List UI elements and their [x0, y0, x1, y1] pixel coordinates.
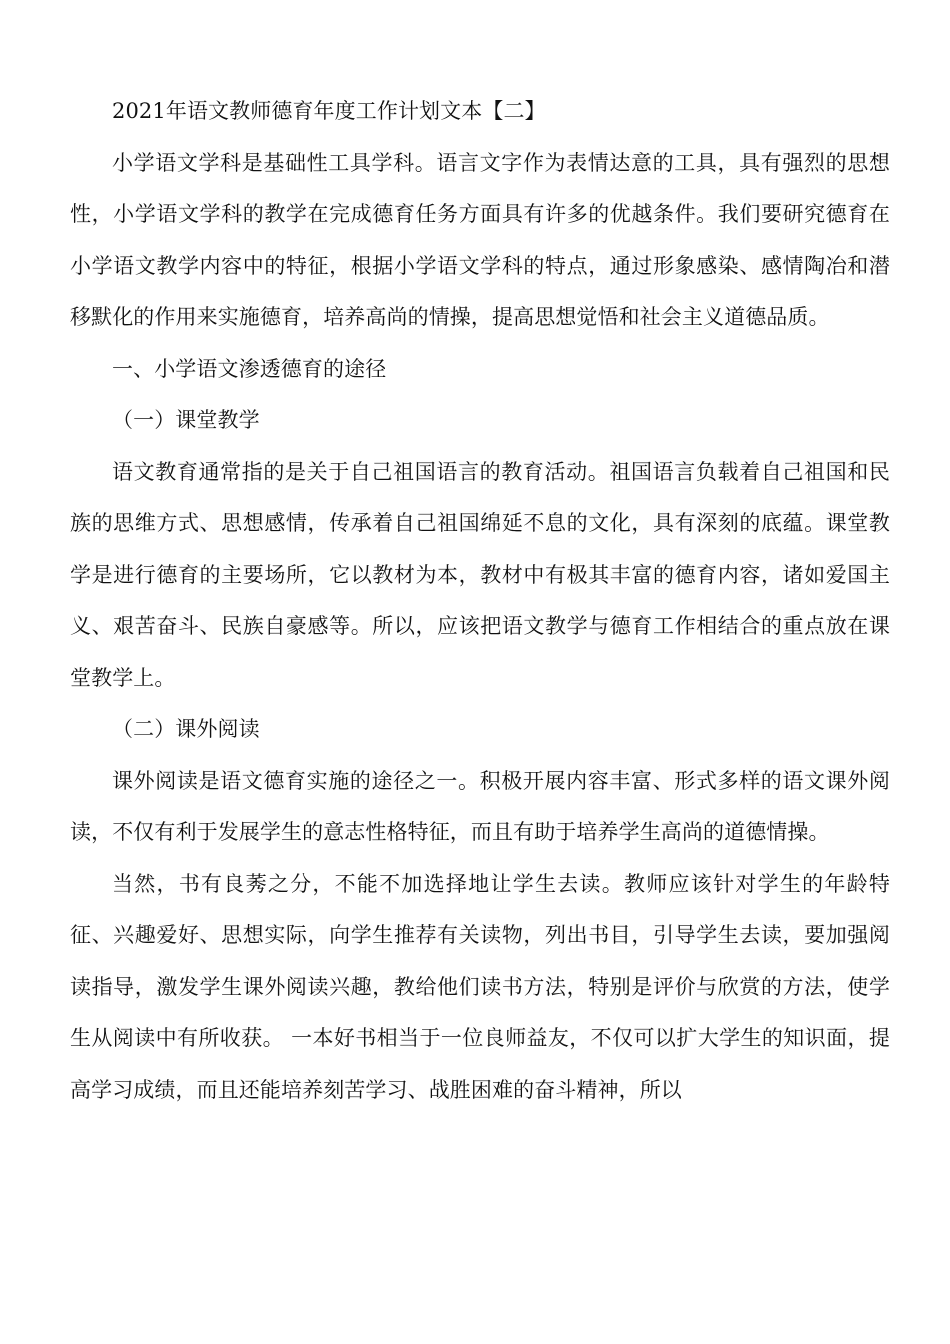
- document-page: [70, 86, 890, 1116]
- subsection-heading-reading: （二）课外阅读: [112, 717, 260, 741]
- reading-paragraph-1: 课外阅读是语文德育实施的途径之一。积极开展内容丰富、形式多样的语文课外阅读，不仅有利于发展学生的意志性格特征，而且有助于培养学生高尚的道德情操。: [70, 768, 890, 844]
- document-title: 2021年语文教师德育年度工作计划文本【二】: [112, 99, 546, 123]
- classroom-paragraph: 语文教育通常指的是关于自己祖国语言的教育活动。祖国语言负载着自己祖国和民族的思维方式、思想感情，传承着自己祖国绵延不息的文化，具有深刻的底蕴。课堂教学是进行德育的主要场所，它以教材为本，教材中有极其丰富的德育内容，诸如爱国主义、艰苦奋斗、民族自豪感等。所以，应该把语文教学与德育工作相结合的重点放在课堂教学上。: [70, 459, 890, 690]
- intro-paragraph: 小学语文学科是基础性工具学科。语言文字作为表情达意的工具，具有强烈的思想性，小学语文学科的教学在完成德育任务方面具有许多的优越条件。我们要研究德育在小学语文教学内容中的特征，根据小学语文学科的特点，通过形象感染、感情陶冶和潜移默化的作用来实施德育，培养高尚的情操，提高思想觉悟和社会主义道德品质。: [70, 150, 890, 329]
- section-heading: 一、小学语文渗透德育的途径: [112, 356, 387, 381]
- reading-paragraph-2: 当然，书有良莠之分，不能不加选择地让学生去读。教师应该针对学生的年龄特征、兴趣爱好、思想实际，向学生推荐有关读物，列出书目，引导学生去读，要加强阅读指导，激发学生课外阅读兴趣，教给他们读书方法，特别是评价与欣赏的方法，使学生从阅读中有所收获。 一本好书相当于一位良师益友，不仅可以扩大学生的知识面，提高学习成绩，而且还能培养刻苦学习、战胜困难的奋斗精神，所以: [70, 871, 890, 1102]
- subsection-heading-classroom: （一）课堂教学: [112, 408, 260, 432]
